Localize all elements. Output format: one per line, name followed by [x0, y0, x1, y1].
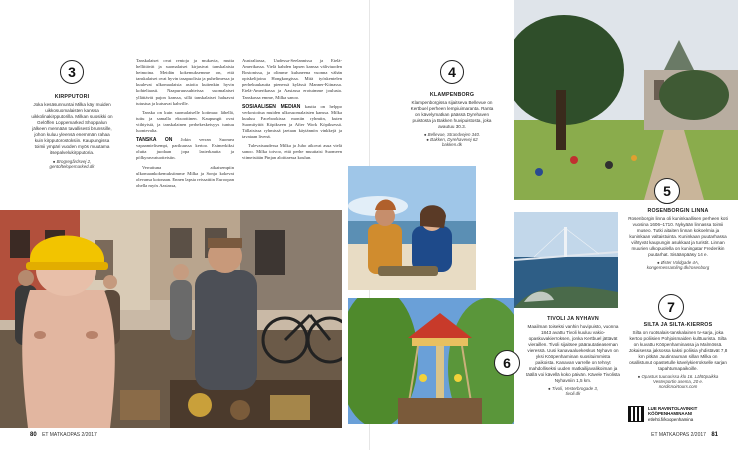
paragraph: Verrattuna aikaisempiin ulkomaankokemuksiimme Milka ja Sonja kokevat olevansa kotonaan. Ennen lapsia reissattiin Euroopan ohella myös Aasiassa, — [136, 164, 234, 188]
beach-illustration — [348, 166, 476, 290]
number-5-badge — [654, 178, 680, 204]
silta-title: SILTA JA SILTA-KIERROS — [643, 322, 713, 328]
magazine-name: ET MATKAOPAS 2/2017 — [651, 432, 706, 438]
paragraph: Tanskalaiset ovat rentoja ja mukavia, mutta hellittävät ja suomalaiset kirjasivat tanskalaisia heimoina. Meidän kokemuksemme on, että tanskalaiset ovat hyvin tasapuolisia ja puhelimessa ja kuulevat ulkomaalaisia asioita kuitenkin hyvin kohteliaasti. Naapuruussuhteissa suomalaiset yllättävät pajon kanssa, sillä tanskalaiset haluavat tutustua ja kutsuvat kahville. — [136, 58, 234, 106]
tivoli-address-2: tivoli.dk — [565, 391, 581, 396]
number-7-text: 7 — [667, 299, 675, 315]
promo-line-2: KÖÖPENHAMINAAN! — [648, 411, 693, 417]
tivoli-photo — [348, 298, 514, 424]
page-number: 81 — [711, 432, 718, 438]
silta-address-2: nordicnoirtours.com — [658, 384, 698, 389]
paragraph-with-lead — [136, 137, 234, 161]
rosenborg-address-2: kongernessamling.dk/rosenborg — [646, 265, 710, 270]
tivoli-text: Maailman toiseksi vanhin huvipuisto, vuonna 1843 avattu Tivoli kuuluu vakio-opaskuvakierroksen, jonka Kertbuel jättävät vieraillen. Tivoli sijaitsee päärautatieaseman vieressä. Uusi kanavaaluekeskus Nyhavn on yksi Kööpenhaminan suosituimmista paikoista. Kanavan varrelle on tehnyt mahdolliseksi uuden matkailijavalikoiman ja täällä voi kävellä koko päivän. Kävele Tivolista Nyhavniin 1,5 km. — [526, 324, 620, 383]
tivoli-block — [526, 316, 620, 396]
number-5-text: 5 — [663, 183, 671, 199]
number-4-text: 4 — [448, 64, 456, 80]
promo-link[interactable]: etlehti.fi/koopenhamina — [648, 416, 694, 422]
silta-block — [628, 322, 728, 389]
castle-park-photo — [514, 0, 738, 200]
tivoli-title: TIVOLI JA NYHAVN — [547, 316, 599, 322]
rosenborg-block — [628, 208, 728, 270]
promo-line-1: LUE RAVINTOLAVINKIT — [648, 406, 698, 412]
tivoli-address-1: ● Tivoli, Vesterbrogade 3, — [547, 386, 599, 391]
promo-text — [648, 406, 697, 422]
silta-address-1: ● Opastus tuunarissa klo 16. Lähtöpaikka Vesterportin asema, 20 e. — [637, 374, 719, 384]
lead-body: kautta on helppo verkostoitua muiden ulkosuomalaisten kanssa. Milka kuuluu Facebookissa moniin ryhmiin, kuten Suomityttöt Köpikseen ja After Work Köpiksessä. Tällaisissa ryhmissä jaetaan käytännön vinkkejä ja tavataan livenä. — [242, 103, 342, 140]
lead-heading: SOSIAALISEN MEDIAN — [242, 103, 301, 110]
klampenborg-block — [410, 60, 494, 147]
kirpputori-address-1: ● Brogregårdsvej 2, — [52, 159, 92, 164]
tivoli-illustration — [348, 298, 514, 424]
number-3-text: 3 — [68, 64, 76, 80]
number-4-badge — [440, 60, 464, 84]
kirpputori-title: KIRPPUTORI — [54, 94, 90, 100]
klampenborg-address-2: ● Bakken, Dyrehavevej 62 — [426, 137, 478, 142]
klampenborg-text: Klampenborgissa sijaitseva Bellevue on Kertbuel perheen lempiuimaranta. Ranta on kävelymatkan päässä Dyrehaven puistosta ja Bakken huvipuistosta, joka avautuu 30.3. — [410, 100, 494, 129]
paragraph-with-lead — [242, 104, 342, 141]
rosenborg-text: Rosenborgin linna oli kuninkaallisen perheen koti vuosina 1606–1710. Nykyään linnassa toimii museo. Tutki aitaiten linnan kokoelmia ja kuninkaan valtaistuinta. Kuninkaan puutarhassa viihtyvät kaupungin asukkaat ja turistit. Linnan muurien ulkopuolella on kuningatar Frederikin puutarhat. Sisäänpääsy 14 e. — [628, 216, 728, 257]
park-illustration — [514, 0, 738, 200]
rosenborg-address-1: ● Øster Voldgade 4A, — [656, 260, 700, 265]
klampenborg-address-1: ● Bellevue, Strandvejen 340. — [423, 132, 481, 137]
beach-photo — [348, 166, 476, 290]
flea-market-photo — [0, 210, 342, 428]
kirpputori-address-2: gentoftelopernarked.dk — [49, 164, 95, 169]
lead-body: Jokin verran Suomea vapaamielisempi, parikuussa kertoo. Esimerkiksi olutta juodaan jopa lasterkautta ja pölkyrasvatuotteisiin. — [136, 137, 234, 161]
rosenborg-title: ROSENBORGIN LINNA — [647, 208, 709, 214]
paragraph: Tulevaisuudessa Milka ja Juho aikovat asua vielä sanoo. Milka toivoo, että perhe muuttaisi Suomeen viimeistään Pinjan aloittaessa koulun. — [242, 143, 342, 161]
body-column-2 — [242, 58, 342, 210]
number-6-badge — [494, 350, 520, 376]
number-7-badge — [658, 294, 684, 320]
right-footer — [651, 432, 718, 438]
lead-heading: TANSKA ON — [136, 137, 173, 144]
left-footer — [30, 432, 97, 438]
klampenborg-address-3: bakken.dk — [441, 142, 462, 147]
paragraph: Tanska on kuin suomalaiselle kotimaa: lähellä, tuttu ja samalla eksoottinen. Kaupungit ovat viihtyisiä, ja tanskalainen perhekeskeisyys tuntuu luontevalta. — [136, 109, 234, 134]
page-number: 80 — [30, 432, 37, 438]
paragraph: Australiassa, Uudessa-Seelannissa ja Etelä-Amerikassa. Vielä kahden lapsen kanssa väliviuoden Bostonissa, ja olimme kuluneena vuonna vähän opiskelijoina Hongkongissa. Mitä työskentelen perhekuukautta pienessä kylässä Manner-Kiinassa. Etelä-Amerikassa ja Aasiassa erotuimme joulusta. Tanskassa emme, Milka sanoo. — [242, 58, 342, 100]
body-column-1 — [136, 58, 234, 210]
bridge-illustration — [514, 212, 618, 308]
right-page — [369, 0, 738, 450]
klampenborg-title: KLAMPENBORG — [429, 92, 475, 98]
kirpputori-block — [30, 60, 114, 169]
promo-box[interactable] — [628, 404, 728, 424]
bridge-photo — [514, 212, 618, 308]
silta-text: Silta on ruotsalais-tanskalainen tv-sarja, joka kertoo poliisien Pohjoismaiden kulttuurista. Silta on kuvattu Kööpenhaminassa ja Malmössä. Jokaisessa jaksossa kaksi poliisia yhdistävät 7,8 km pitkän Juutinrauman sillan Milka on osallistunut opastetulle kävelykierrokselle sarjan tapahtumapaikoille. — [628, 330, 728, 371]
kirpputori-text: Joka kesäsunnuntai Milka käy muiden uikkosuomalaisten kanssa uikkolinakirpputorilla. Milkan suosikki on Gelöffen Loppemarked Shoppalun jälkeen mennään tavallisesti brunssille, johon kuluu yleensä enemmän rahaa kuin kirpputorostoksiin. Kaupungissa toimii ympäri vuoden myös muutama itsepalvelukirpputoria. — [31, 102, 113, 155]
qr-code-icon — [628, 406, 644, 422]
flea-market-illustration — [0, 210, 342, 428]
magazine-name: ET MATKAOPAS 2/2017 — [42, 432, 97, 438]
number-3-badge — [60, 60, 84, 84]
number-6-text: 6 — [503, 355, 511, 371]
